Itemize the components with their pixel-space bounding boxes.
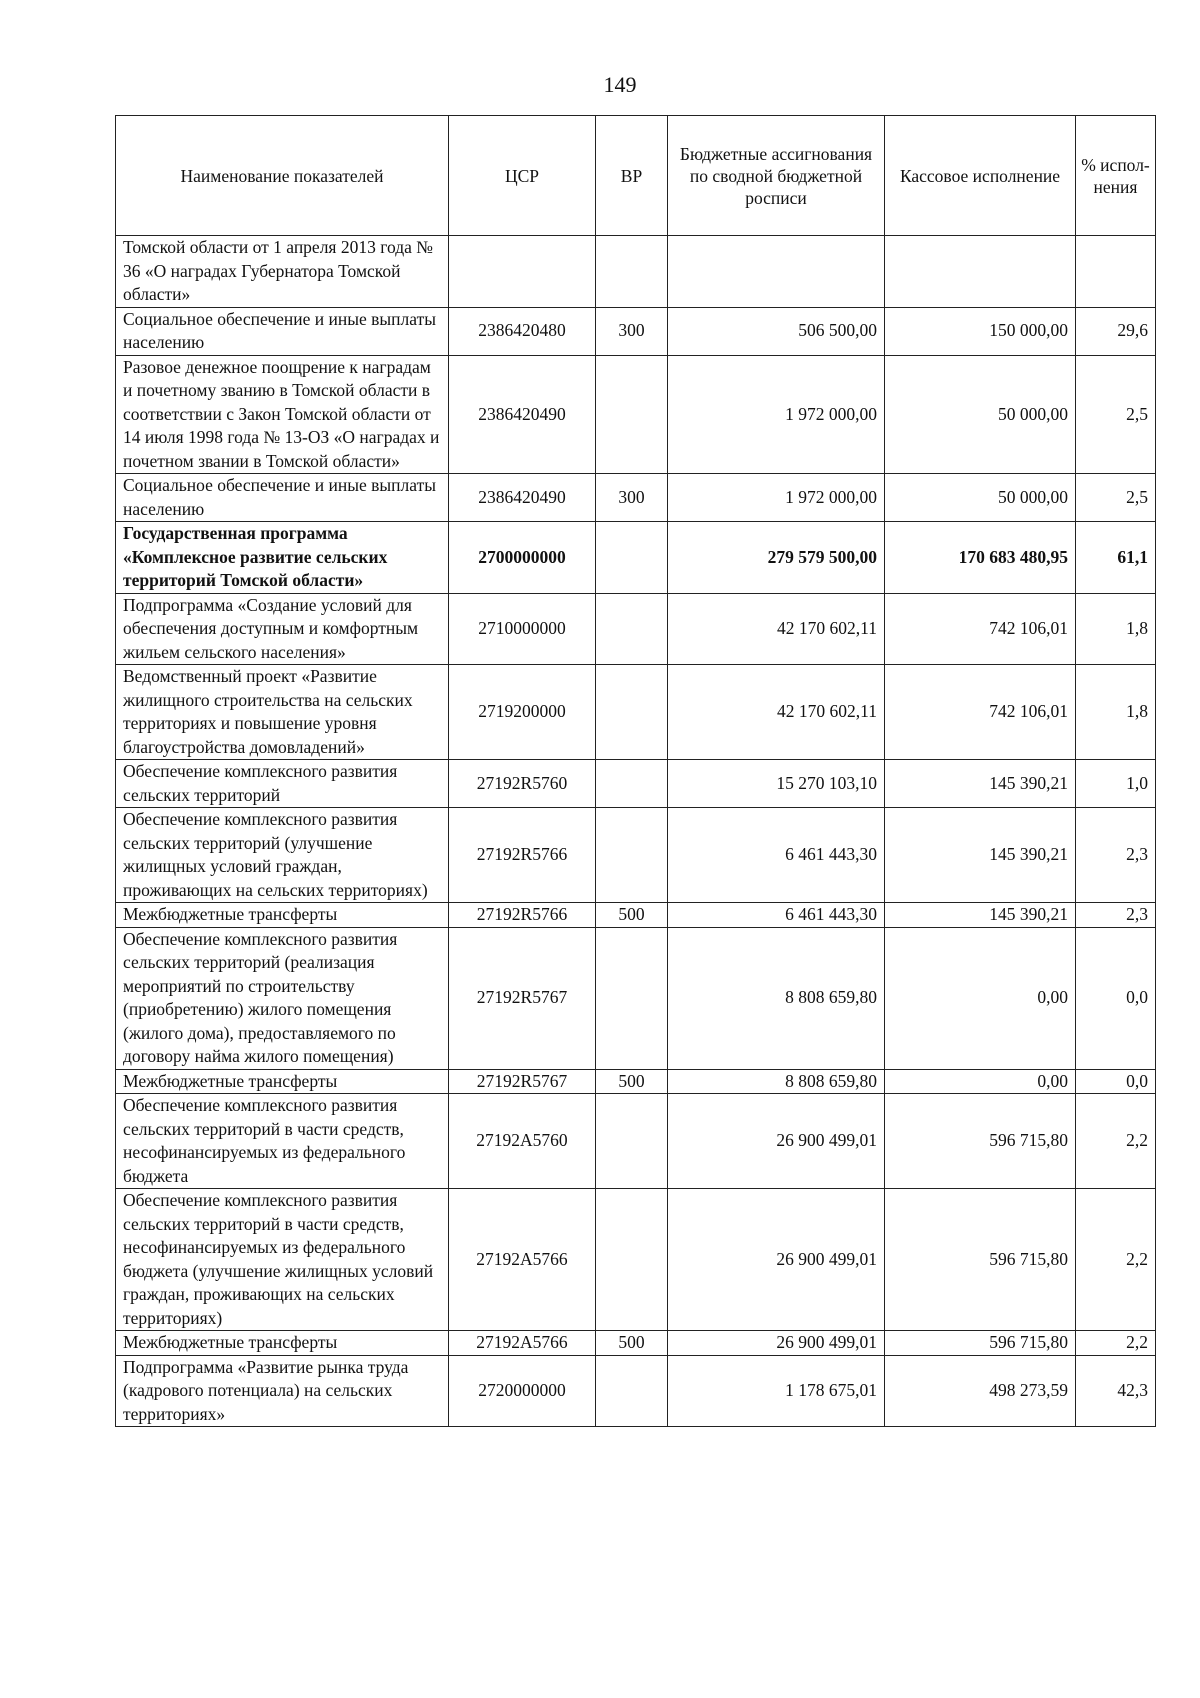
cell-percent: 2,3 bbox=[1076, 903, 1156, 928]
cell-vr: 300 bbox=[596, 474, 668, 522]
header-vr: ВР bbox=[596, 116, 668, 236]
table-row bbox=[116, 593, 1156, 665]
cell-csr: 27192R5766 bbox=[449, 808, 596, 903]
cell-name: Разовое денежное поощрение к наградам и почетному званию в Томской области в соответствии с Закон Томской области от 14 июля 1998 года № 13-ОЗ «О наградах и почетном звании в Томской области» bbox=[116, 355, 449, 474]
cell-budget: 42 170 602,11 bbox=[668, 665, 885, 760]
cell-percent: 29,6 bbox=[1076, 307, 1156, 355]
cell-vr: 500 bbox=[596, 1069, 668, 1094]
table-row bbox=[116, 1331, 1156, 1356]
cell-csr: 2710000000 bbox=[449, 593, 596, 665]
cell-csr: 2386420480 bbox=[449, 307, 596, 355]
page-number: 149 bbox=[603, 72, 637, 97]
cell-csr: 27192R5767 bbox=[449, 927, 596, 1069]
cell-csr: 27192R5766 bbox=[449, 903, 596, 928]
cell-vr bbox=[596, 593, 668, 665]
cell-execution: 145 390,21 bbox=[885, 760, 1076, 808]
cell-execution: 596 715,80 bbox=[885, 1094, 1076, 1189]
table-row bbox=[116, 522, 1156, 594]
cell-percent: 0,0 bbox=[1076, 927, 1156, 1069]
cell-vr: 500 bbox=[596, 1331, 668, 1356]
table-row bbox=[116, 1069, 1156, 1094]
budget-table bbox=[115, 115, 1156, 1427]
cell-csr: 27192А5766 bbox=[449, 1189, 596, 1331]
cell-budget: 1 972 000,00 bbox=[668, 355, 885, 474]
table-row bbox=[116, 1355, 1156, 1427]
cell-name: Подпрограмма «Создание условий для обеспечения доступным и комфортным жильем сельского населения» bbox=[116, 593, 449, 665]
cell-name: Подпрограмма «Развитие рынка труда (кадрового потенциала) на сельских территориях» bbox=[116, 1355, 449, 1427]
cell-percent: 2,2 bbox=[1076, 1189, 1156, 1331]
cell-execution: 50 000,00 bbox=[885, 355, 1076, 474]
cell-execution: 145 390,21 bbox=[885, 903, 1076, 928]
cell-percent: 2,5 bbox=[1076, 355, 1156, 474]
cell-percent: 2,2 bbox=[1076, 1094, 1156, 1189]
table-row bbox=[116, 808, 1156, 903]
cell-name: Межбюджетные трансферты bbox=[116, 903, 449, 928]
table-header-row bbox=[116, 116, 1156, 236]
cell-budget: 1 178 675,01 bbox=[668, 1355, 885, 1427]
cell-budget: 8 808 659,80 bbox=[668, 1069, 885, 1094]
header-execution: Кассовое исполнение bbox=[885, 116, 1076, 236]
cell-vr bbox=[596, 808, 668, 903]
cell-budget: 26 900 499,01 bbox=[668, 1189, 885, 1331]
cell-vr bbox=[596, 927, 668, 1069]
cell-percent: 1,8 bbox=[1076, 593, 1156, 665]
header-budget: Бюджетные ассигнования по сводной бюджетной росписи bbox=[668, 116, 885, 236]
cell-name: Обеспечение комплексного развития сельских территорий (реализация мероприятий по строительству (приобретению) жилого помещения (жилого дома), предоставляемого по договору найма жилого помещения) bbox=[116, 927, 449, 1069]
cell-csr: 2386420490 bbox=[449, 474, 596, 522]
table-row bbox=[116, 927, 1156, 1069]
cell-execution: 50 000,00 bbox=[885, 474, 1076, 522]
cell-csr: 2719200000 bbox=[449, 665, 596, 760]
cell-vr: 500 bbox=[596, 903, 668, 928]
header-name: Наименование показателей bbox=[116, 116, 449, 236]
cell-percent: 1,8 bbox=[1076, 665, 1156, 760]
cell-vr: 300 bbox=[596, 307, 668, 355]
cell-csr: 27192R5767 bbox=[449, 1069, 596, 1094]
cell-vr bbox=[596, 760, 668, 808]
cell-percent bbox=[1076, 236, 1156, 308]
cell-percent: 1,0 bbox=[1076, 760, 1156, 808]
cell-execution: 0,00 bbox=[885, 927, 1076, 1069]
cell-name: Государственная программа «Комплексное развитие сельских территорий Томской области» bbox=[116, 522, 449, 594]
cell-name: Межбюджетные трансферты bbox=[116, 1069, 449, 1094]
cell-csr: 27192А5766 bbox=[449, 1331, 596, 1356]
cell-vr bbox=[596, 665, 668, 760]
table-row bbox=[116, 236, 1156, 308]
table-row bbox=[116, 307, 1156, 355]
cell-csr bbox=[449, 236, 596, 308]
cell-budget: 42 170 602,11 bbox=[668, 593, 885, 665]
cell-percent: 61,1 bbox=[1076, 522, 1156, 594]
cell-name: Межбюджетные трансферты bbox=[116, 1331, 449, 1356]
cell-name: Обеспечение комплексного развития сельских территорий в части средств, несофинансируемых из федерального бюджета (улучшение жилищных условий граждан, проживающих на сельских территориях) bbox=[116, 1189, 449, 1331]
cell-budget: 1 972 000,00 bbox=[668, 474, 885, 522]
cell-percent: 2,5 bbox=[1076, 474, 1156, 522]
cell-percent: 42,3 bbox=[1076, 1355, 1156, 1427]
cell-name: Обеспечение комплексного развития сельских территорий в части средств, несофинансируемых из федерального бюджета bbox=[116, 1094, 449, 1189]
cell-execution bbox=[885, 236, 1076, 308]
cell-budget: 6 461 443,30 bbox=[668, 808, 885, 903]
cell-vr bbox=[596, 1189, 668, 1331]
table-row bbox=[116, 355, 1156, 474]
cell-execution: 170 683 480,95 bbox=[885, 522, 1076, 594]
table-row bbox=[116, 1189, 1156, 1331]
cell-execution: 498 273,59 bbox=[885, 1355, 1076, 1427]
cell-csr: 27192R5760 bbox=[449, 760, 596, 808]
cell-budget: 506 500,00 bbox=[668, 307, 885, 355]
cell-vr bbox=[596, 522, 668, 594]
cell-percent: 0,0 bbox=[1076, 1069, 1156, 1094]
cell-budget: 15 270 103,10 bbox=[668, 760, 885, 808]
header-csr: ЦСР bbox=[449, 116, 596, 236]
table-body bbox=[116, 236, 1156, 1427]
cell-percent: 2,3 bbox=[1076, 808, 1156, 903]
cell-execution: 150 000,00 bbox=[885, 307, 1076, 355]
table-row bbox=[116, 474, 1156, 522]
cell-execution: 145 390,21 bbox=[885, 808, 1076, 903]
table-row bbox=[116, 903, 1156, 928]
cell-name: Томской области от 1 апреля 2013 года № 36 «О наградах Губернатора Томской области» bbox=[116, 236, 449, 308]
cell-budget: 8 808 659,80 bbox=[668, 927, 885, 1069]
cell-budget bbox=[668, 236, 885, 308]
cell-vr bbox=[596, 236, 668, 308]
cell-execution: 0,00 bbox=[885, 1069, 1076, 1094]
header-percent: % испол-нения bbox=[1076, 116, 1156, 236]
table-row bbox=[116, 1094, 1156, 1189]
cell-vr bbox=[596, 1094, 668, 1189]
cell-budget: 6 461 443,30 bbox=[668, 903, 885, 928]
table-row bbox=[116, 760, 1156, 808]
cell-budget: 26 900 499,01 bbox=[668, 1331, 885, 1356]
cell-csr: 2700000000 bbox=[449, 522, 596, 594]
cell-budget: 279 579 500,00 bbox=[668, 522, 885, 594]
cell-csr: 27192А5760 bbox=[449, 1094, 596, 1189]
cell-csr: 2386420490 bbox=[449, 355, 596, 474]
cell-execution: 596 715,80 bbox=[885, 1189, 1076, 1331]
cell-execution: 596 715,80 bbox=[885, 1331, 1076, 1356]
cell-execution: 742 106,01 bbox=[885, 593, 1076, 665]
cell-execution: 742 106,01 bbox=[885, 665, 1076, 760]
table-row bbox=[116, 665, 1156, 760]
cell-budget: 26 900 499,01 bbox=[668, 1094, 885, 1189]
cell-name: Ведомственный проект «Развитие жилищного строительства на сельских территориях и повышение уровня благоустройства домовладений» bbox=[116, 665, 449, 760]
cell-csr: 2720000000 bbox=[449, 1355, 596, 1427]
cell-percent: 2,2 bbox=[1076, 1331, 1156, 1356]
cell-name: Социальное обеспечение и иные выплаты населению bbox=[116, 474, 449, 522]
cell-name: Обеспечение комплексного развития сельских территорий bbox=[116, 760, 449, 808]
cell-name: Социальное обеспечение и иные выплаты населению bbox=[116, 307, 449, 355]
cell-name: Обеспечение комплексного развития сельских территорий (улучшение жилищных условий граждан, проживающих на сельских территориях) bbox=[116, 808, 449, 903]
cell-vr bbox=[596, 1355, 668, 1427]
cell-vr bbox=[596, 355, 668, 474]
